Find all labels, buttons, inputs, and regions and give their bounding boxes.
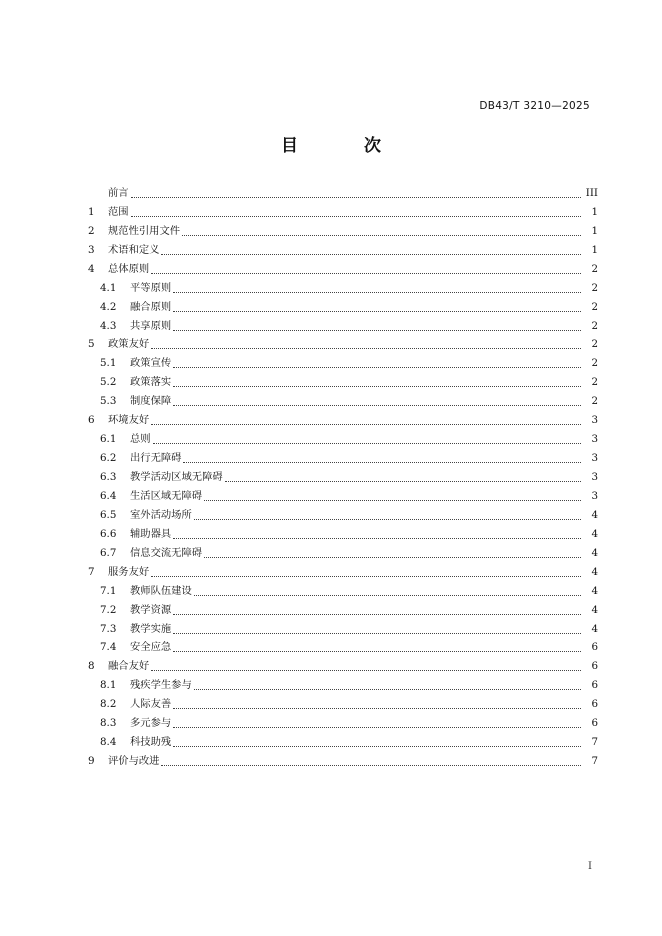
toc-entry-title: 前言 (108, 186, 129, 199)
toc-entry-page: 4 (591, 584, 598, 597)
toc-dot-leader (173, 330, 581, 331)
toc-dot-leader (151, 424, 581, 425)
toc-entry-page: 1 (591, 243, 598, 256)
toc-dot-leader (173, 633, 581, 634)
toc-entry-number: 7.1 (100, 584, 117, 597)
toc-entry-number: 4.3 (100, 319, 117, 332)
toc-dot-leader (183, 462, 581, 463)
toc-entry-title: 总则 (130, 433, 151, 446)
toc-entry-page: 1 (591, 205, 598, 218)
toc-entry-page: 4 (591, 622, 598, 635)
toc-dot-leader (182, 235, 581, 236)
toc-entry-number: 9 (88, 755, 95, 768)
toc-entry-page: 6 (591, 660, 598, 673)
toc-entry-page: 3 (591, 433, 598, 446)
toc-dot-leader (153, 443, 581, 444)
toc-entry-title: 多元参与 (130, 717, 172, 730)
toc-entry-title: 政策宣传 (130, 357, 172, 370)
toc-entry[interactable] (88, 222, 598, 241)
toc-dot-leader (194, 519, 581, 520)
toc-entry-number: 5 (88, 338, 95, 351)
toc-dot-leader (173, 386, 581, 387)
toc-entry-title: 信息交流无障碍 (130, 546, 203, 559)
toc-dot-leader (204, 500, 581, 501)
toc-entry-page: 4 (591, 508, 598, 521)
toc-entry[interactable] (88, 317, 598, 336)
toc-entry-number: 2 (88, 224, 95, 237)
toc-entry[interactable] (88, 373, 598, 392)
toc-entry-number: 6.7 (100, 546, 117, 559)
toc-entry-title: 人际友善 (130, 698, 172, 711)
toc-dot-leader (151, 670, 581, 671)
toc-entry-number: 6 (88, 414, 95, 427)
toc-entry-title: 共享原则 (130, 319, 172, 332)
toc-entry[interactable] (88, 733, 598, 752)
toc-entry-number: 8 (88, 660, 95, 673)
toc-dot-leader (151, 273, 581, 274)
toc-entry-number: 4 (88, 262, 95, 275)
toc-entry[interactable] (88, 354, 598, 373)
toc-dot-leader (131, 216, 581, 217)
toc-entry-number: 5.2 (100, 376, 117, 389)
toc-entry-page: 6 (591, 698, 598, 711)
toc-entry-title: 范围 (108, 205, 129, 218)
toc-dot-leader (173, 311, 581, 312)
toc-entry-title: 教师队伍建设 (130, 584, 192, 597)
toc-entry-page: 2 (591, 338, 598, 351)
toc-entry-title: 生活区域无障碍 (130, 489, 203, 502)
toc-entry-title: 规范性引用文件 (108, 224, 181, 237)
toc-entry[interactable] (88, 260, 598, 279)
toc-entry[interactable] (88, 468, 598, 487)
toc-entry-title: 术语和定义 (108, 243, 160, 256)
toc-entry[interactable] (88, 430, 598, 449)
toc-entry-title: 总体原则 (108, 262, 150, 275)
toc-entry[interactable] (88, 601, 598, 620)
toc-entry-number: 3 (88, 243, 95, 256)
toc-entry[interactable] (88, 298, 598, 317)
toc-dot-leader (204, 557, 581, 558)
page-number: I (588, 861, 592, 872)
toc-entry-title: 融合友好 (108, 660, 150, 673)
toc-entry-title: 出行无障碍 (130, 452, 182, 465)
toc-entry-number: 7.3 (100, 622, 117, 635)
toc-entry[interactable] (88, 279, 598, 298)
toc-dot-leader (131, 197, 581, 198)
toc-entry-number: 1 (88, 205, 95, 218)
toc-entry-page: 3 (591, 489, 598, 502)
toc-dot-leader (173, 367, 581, 368)
toc-entry-page: 2 (591, 376, 598, 389)
toc-entry-title: 政策落实 (130, 376, 172, 389)
toc-dot-leader (151, 348, 581, 349)
toc-entry-page: 2 (591, 395, 598, 408)
toc-entry[interactable] (88, 620, 598, 639)
toc-dot-leader (173, 727, 581, 728)
toc-entry-number: 6.2 (100, 452, 117, 465)
toc-entry[interactable] (88, 752, 598, 771)
toc-dot-leader (173, 292, 581, 293)
toc-entry-title: 辅助器具 (130, 527, 172, 540)
toc-entry-title: 教学资源 (130, 603, 172, 616)
toc-entry-title: 政策友好 (108, 338, 150, 351)
document-code: DB43/T 3210—2025 (479, 100, 590, 112)
toc-dot-leader (173, 708, 581, 709)
toc-dot-leader (225, 481, 581, 482)
toc-entry[interactable] (88, 563, 598, 582)
toc-entry-number: 4.2 (100, 300, 117, 313)
toc-entry-page: 4 (591, 546, 598, 559)
toc-entry-page: 2 (591, 262, 598, 275)
toc-entry-page: 3 (591, 471, 598, 484)
toc-dot-leader (173, 614, 581, 615)
toc-dot-leader (173, 651, 581, 652)
toc-entry-number: 5.3 (100, 395, 117, 408)
toc-entry-title: 制度保障 (130, 395, 172, 408)
toc-entry-number: 7.2 (100, 603, 117, 616)
toc-entry[interactable] (88, 639, 598, 658)
toc-title: 目 次 (281, 136, 411, 156)
toc-entry[interactable] (88, 411, 598, 430)
toc-entry[interactable] (88, 392, 598, 411)
toc-entry[interactable] (88, 203, 598, 222)
toc-entry[interactable] (88, 676, 598, 695)
toc-entry[interactable] (88, 657, 598, 676)
toc-entry[interactable] (88, 525, 598, 544)
toc-entry-page: 6 (591, 679, 598, 692)
toc-entry[interactable] (88, 449, 598, 468)
toc-entry-title: 科技助残 (130, 736, 172, 749)
toc-dot-leader (194, 689, 581, 690)
toc-entry-number: 7 (88, 565, 95, 578)
toc-entry-title: 评价与改进 (108, 755, 160, 768)
toc-entry-page: 4 (591, 603, 598, 616)
toc-entry-title: 残疾学生参与 (130, 679, 192, 692)
toc-dot-leader (161, 254, 581, 255)
toc-entry-number: 4.1 (100, 281, 117, 294)
toc-entry-title: 教学活动区域无障碍 (130, 471, 223, 484)
toc-entry-number: 7.4 (100, 641, 117, 654)
toc-entry-title: 安全应急 (130, 641, 172, 654)
table-of-contents (88, 184, 598, 771)
toc-entry-page: 7 (591, 736, 598, 749)
toc-entry-number: 5.1 (100, 357, 117, 370)
toc-entry-title: 融合原则 (130, 300, 172, 313)
toc-entry-number: 6.5 (100, 508, 117, 521)
toc-entry-page: 1 (591, 224, 598, 237)
toc-entry[interactable] (88, 184, 598, 203)
toc-entry-page: 2 (591, 357, 598, 370)
toc-entry-page: 2 (591, 281, 598, 294)
toc-dot-leader (151, 576, 581, 577)
toc-entry[interactable] (88, 544, 598, 563)
toc-entry-page: 2 (591, 319, 598, 332)
toc-entry[interactable] (88, 695, 598, 714)
toc-entry[interactable] (88, 506, 598, 525)
toc-entry-page: 6 (591, 641, 598, 654)
toc-dot-leader (173, 405, 581, 406)
toc-entry-number: 6.3 (100, 471, 117, 484)
toc-entry-number: 8.2 (100, 698, 117, 711)
toc-dot-leader (161, 765, 581, 766)
toc-entry[interactable] (88, 487, 598, 506)
toc-entry[interactable] (88, 336, 598, 355)
toc-entry-number: 8.4 (100, 736, 117, 749)
toc-entry-number: 6.1 (100, 433, 117, 446)
toc-dot-leader (173, 538, 581, 539)
toc-entry-page: 3 (591, 452, 598, 465)
toc-entry-page: 4 (591, 565, 598, 578)
toc-entry[interactable] (88, 582, 598, 601)
toc-entry-page: 4 (591, 527, 598, 540)
toc-entry-title: 教学实施 (130, 622, 172, 635)
toc-entry-page: 7 (591, 755, 598, 768)
toc-entry-page: 6 (591, 717, 598, 730)
toc-entry[interactable] (88, 714, 598, 733)
toc-entry-title: 服务友好 (108, 565, 150, 578)
toc-entry-number: 6.6 (100, 527, 117, 540)
toc-entry-title: 室外活动场所 (130, 508, 192, 521)
toc-dot-leader (194, 595, 581, 596)
toc-entry-title: 平等原则 (130, 281, 172, 294)
toc-entry-page: 3 (591, 414, 598, 427)
toc-entry-page: III (585, 186, 598, 199)
toc-entry-page: 2 (591, 300, 598, 313)
toc-entry[interactable] (88, 241, 598, 260)
toc-entry-title: 环境友好 (108, 414, 150, 427)
toc-entry-number: 6.4 (100, 489, 117, 502)
toc-entry-number: 8.1 (100, 679, 117, 692)
toc-entry-number: 8.3 (100, 717, 117, 730)
toc-dot-leader (173, 746, 581, 747)
